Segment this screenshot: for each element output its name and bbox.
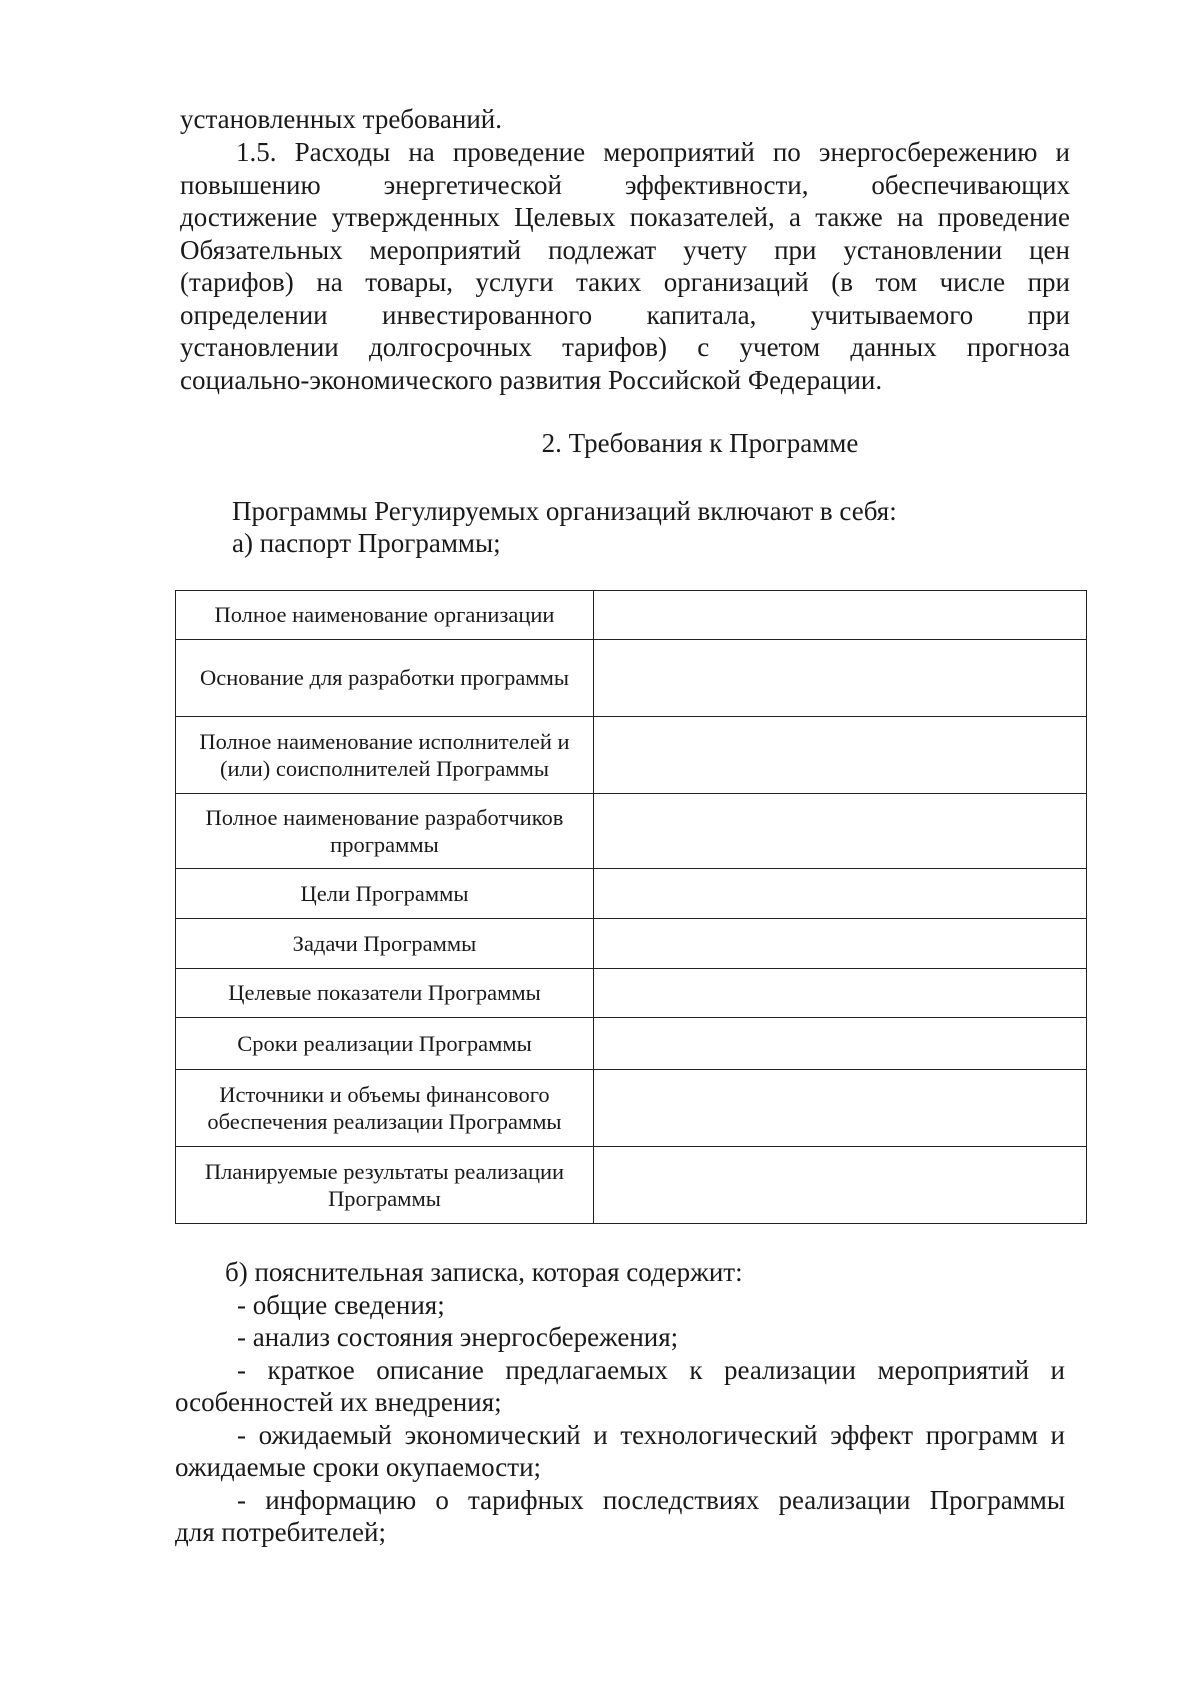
row-value (593, 640, 1086, 717)
row-label: Сроки реализации Программы (176, 1018, 594, 1070)
table-row (176, 919, 1087, 969)
intro-text (232, 495, 897, 559)
list-item: - информацию о тарифных последствиях реализации Программы (237, 1484, 1065, 1515)
row-value (593, 1018, 1086, 1070)
table-row (176, 717, 1087, 794)
row-label: Цели Программы (176, 869, 594, 919)
explanatory-heading: б) пояснительная записка, которая содержит: (225, 1257, 743, 1287)
list-item: особенностей их внедрения; (175, 1387, 502, 1417)
program-passport-table (175, 590, 1087, 1224)
text-line: определении инвестированного капитала, учитываемого при (180, 299, 1070, 330)
row-value (593, 1070, 1086, 1147)
row-value (593, 794, 1086, 869)
intro-line: Программы Регулируемых организаций включают в себя: (232, 496, 897, 526)
table-row (176, 969, 1087, 1018)
text-line: повышению энергетической эффективности, обеспечивающих (180, 169, 1070, 200)
table-row (176, 794, 1087, 869)
table-row (176, 591, 1087, 640)
section-heading: 2. Требования к Программе (541, 428, 859, 458)
row-label: Источники и объемы финансового обеспечения реализации Программы (176, 1070, 594, 1147)
paragraph-continuation (180, 103, 1070, 136)
paragraph-1-5 (180, 136, 1070, 396)
text-line: социально-экономического развития Российской Федерации. (180, 364, 883, 395)
table-row (176, 1147, 1087, 1224)
list-item: ожидаемые сроки окупаемости; (175, 1452, 542, 1482)
list-item: - общие сведения; (237, 1289, 445, 1320)
row-value (593, 717, 1086, 794)
row-label: Полное наименование разработчиков программы (176, 794, 594, 869)
row-value (593, 1147, 1086, 1224)
intro-line: а) паспорт Программы; (232, 528, 501, 558)
text-line: 1.5. Расходы на проведение мероприятий по энергосбережению и (236, 137, 1070, 167)
row-label: Основание для разработки программы (176, 640, 594, 717)
text-line: установленных требований. (180, 104, 503, 134)
table-row (176, 1070, 1087, 1147)
row-label: Полное наименование организации (176, 591, 594, 640)
row-value (593, 969, 1086, 1018)
list-item: - анализ состояния энергосбережения; (237, 1322, 679, 1352)
text-line: достижение утвержденных Целевых показателей, а также на проведение (180, 202, 1070, 232)
table-row (176, 1018, 1087, 1070)
row-label: Полное наименование исполнителей и (или) соисполнителей Программы (176, 717, 594, 794)
row-value (593, 591, 1086, 640)
table-row (176, 640, 1087, 717)
text-line: Обязательных мероприятий подлежат учету при установлении цен (180, 234, 1070, 265)
text-line: (тарифов) на товары, услуги таких организаций (в том числе при (180, 267, 1070, 297)
table-row (176, 869, 1087, 919)
list-item: - ожидаемый экономический и технологический эффект программ и (237, 1419, 1065, 1450)
row-label: Планируемые результаты реализации Программы (176, 1147, 594, 1224)
explanatory-note-section (175, 1256, 1065, 1549)
list-item: для потребителей; (175, 1517, 386, 1547)
list-item: - краткое описание предлагаемых к реализации мероприятий и (237, 1354, 1065, 1385)
row-label: Задачи Программы (176, 919, 594, 969)
row-value (593, 919, 1086, 969)
text-line: установлении долгосрочных тарифов) с учетом данных прогноза (180, 332, 1070, 362)
row-label: Целевые показатели Программы (176, 969, 594, 1018)
row-value (593, 869, 1086, 919)
